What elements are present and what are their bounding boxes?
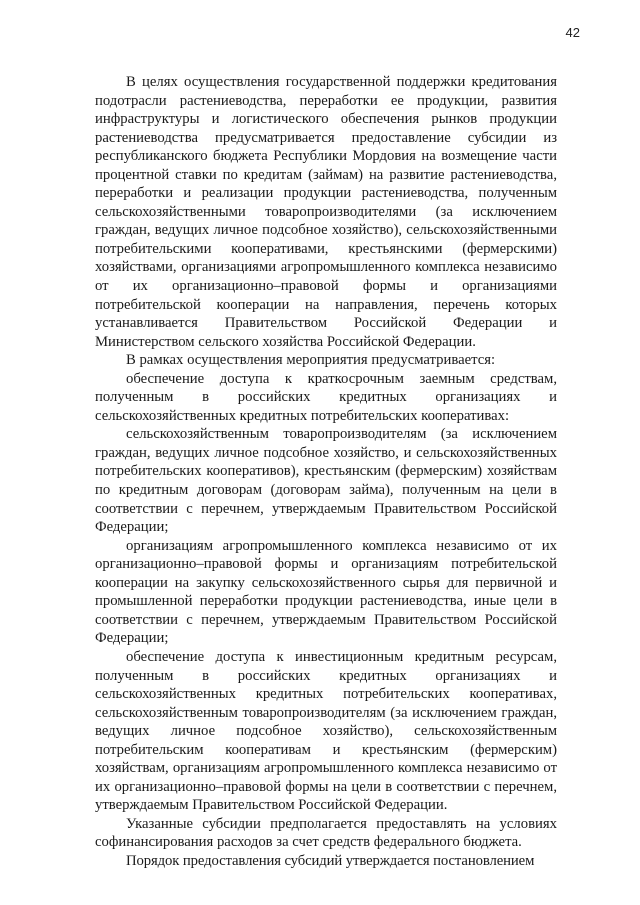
paragraph: обеспечение доступа к инвестиционным кредитным ресурсам, полученным в российских кредитных организациях и сельскохозяйственных кредитных потребительских кооперативах, сельскохозяйственным товаропроизводителям (за исключением граждан, ведущих личное подсобное хозяйство), сельскохозяйственным потребительским кооперативам и крестьянским (фермерским) хозяйствам, организациям агропромышленного комплекса независимо от их организационно–правовой формы на цели в соответствии с перечнем, утверждаемым Правительством Российской Федерации. <box>95 648 557 814</box>
paragraph: организациям агропромышленного комплекса независимо от их организационно–правовой формы и организациям потребительской кооперации на закупку сельскохозяйственного сырья для первичной и промышленной переработки продукции растениеводства, иные цели в соответствии с перечнем, утверждаемым Правительством Российской Федерации; <box>95 537 557 647</box>
paragraph: Порядок предоставления субсидий утверждается постановлением <box>126 852 535 869</box>
paragraph: сельскохозяйственным товаропроизводителям (за исключением граждан, ведущих личное подсобное хозяйство, и сельскохозяйственных потребительских кооперативов), крестьянским (фермерским) хозяйствам по кредитным договорам (договорам займа), полученным на цели в соответствии с перечнем, утверждаемым Правительством Российской Федерации; <box>95 426 557 536</box>
page-number: 42 <box>565 25 580 40</box>
paragraph: В целях осуществления государственной поддержки кредитования подотрасли растениеводства, переработки ее продукции, развития инфраструктуры и логистического обеспечения рынков продукции растениеводства предусматривается предоставление субсидии из республиканского бюджета Республики Мордовия на возмещение части процентной ставки по кредитам (займам) на развитие растениеводства, переработки и реализации продукции растениеводства, полученным сельскохозяйственными товаропроизводителями (за исключением граждан, ведущих личное подсобное хозяйство), сельскохозяйственными потребительскими кооперативами, крестьянскими (фермерскими) хозяйствами, организациями агропромышленного комплекса независимо от их организационно–правовой формы и организациями потребительской кооперации на направления, перечень которых устанавливается Правительством Российской Федерации и Министерством сельского хозяйства Российской Федерации. <box>95 74 557 350</box>
paragraph: В рамках осуществления мероприятия предусматривается: <box>126 352 496 369</box>
body-text <box>95 73 557 871</box>
paragraph: обеспечение доступа к краткосрочным заемным средствам, полученным в российских кредитных организациях и сельскохозяйственных кредитных потребительских кооперативах: <box>95 370 557 424</box>
paragraph: Указанные субсидии предполагается предоставлять на условиях софинансирования расходов за счет средств федерального бюджета. <box>95 815 557 851</box>
